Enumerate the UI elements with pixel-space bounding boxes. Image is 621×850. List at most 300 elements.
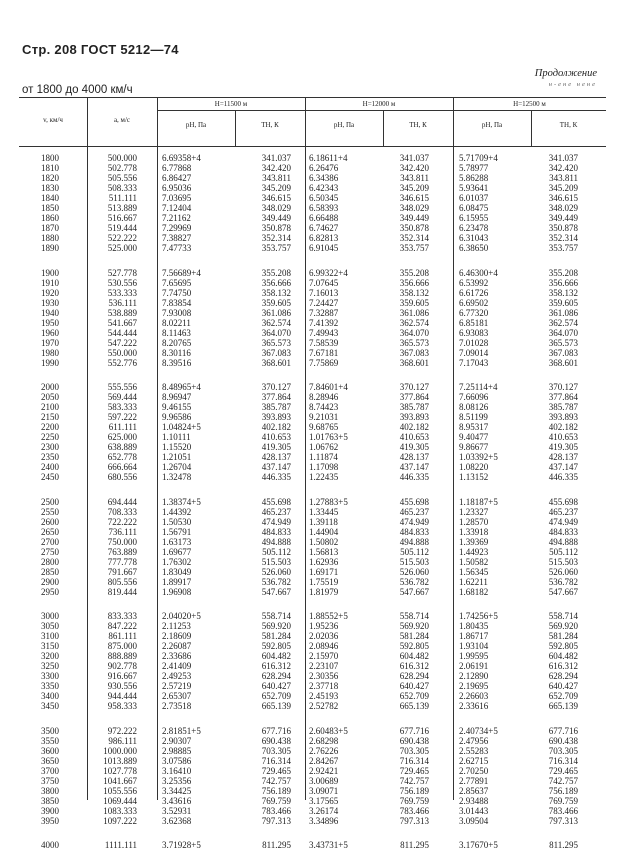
cell-speed-kmh: 2600: [41, 516, 59, 527]
table-row: [19, 422, 606, 432]
table-row: [19, 766, 606, 776]
cell-temp-h11500: 690.438: [261, 735, 291, 746]
table-row: [19, 318, 606, 328]
cell-temp-h12500: 703.305: [548, 745, 578, 756]
cell-sound-speed: 1083.333: [103, 805, 137, 816]
cell-temp-h12000: 437.147: [399, 462, 429, 472]
cell-temp-h12500: 345.209: [548, 183, 578, 193]
cell-speed-kmh: 1910: [41, 277, 59, 288]
table-row: [19, 816, 606, 826]
cell-pressure-h11500: 1.83049: [162, 566, 192, 577]
cell-sound-speed: 736.111: [108, 526, 137, 537]
cell-pressure-h12500: 7.17043: [459, 357, 489, 368]
cell-temp-h12500: 558.714: [548, 611, 578, 621]
cell-temp-h11500: 716.314: [261, 755, 291, 766]
cell-temp-h12000: 341.037: [399, 153, 429, 163]
cell-sound-speed: 986.111: [108, 735, 137, 746]
cell-pressure-h12500: 2.12890: [459, 671, 489, 681]
cell-temp-h12500: 465.237: [548, 506, 578, 517]
table-row: [19, 278, 606, 288]
cell-pressure-h11500: 2.49253: [162, 671, 192, 681]
cell-temp-h12500: 348.029: [548, 203, 578, 213]
cell-pressure-h12000: 1.22435: [309, 472, 339, 482]
cell-temp-h12000: 362.574: [399, 317, 429, 328]
cell-pressure-h12500: 1.28570: [459, 516, 489, 527]
cell-pressure-h12000: 1.06762: [309, 442, 339, 452]
cell-temp-h11500: 652.709: [261, 691, 291, 701]
cell-pressure-h12500: 6.69502: [459, 297, 489, 308]
cell-pressure-h12500: 5.93641: [459, 183, 489, 193]
cell-pressure-h12000: 7.24427: [309, 297, 339, 308]
cell-sound-speed: 708.333: [107, 506, 137, 517]
cell-temp-h12000: 377.864: [399, 392, 429, 402]
cell-pressure-h12000: 2.84267: [309, 755, 339, 766]
cell-speed-kmh: 1980: [41, 347, 59, 358]
cell-pressure-h12500: 1.80435: [459, 621, 489, 631]
cell-temp-h12500: 370.127: [548, 382, 578, 392]
cell-temp-h11500: 783.466: [261, 805, 291, 816]
cell-temp-h12000: 343.811: [400, 173, 429, 183]
cell-sound-speed: 625.000: [107, 432, 137, 442]
cell-temp-h12500: 581.284: [548, 631, 578, 641]
cell-pressure-h11500: 2.73518: [162, 701, 192, 711]
cell-pressure-h12500: 5.71709+4: [459, 153, 498, 163]
table-row: [19, 288, 606, 298]
group-h12000-temp-header: TH, К: [409, 121, 427, 129]
cell-temp-h11500: 385.787: [261, 402, 291, 412]
cell-sound-speed: 958.333: [107, 701, 137, 711]
cell-temp-h11500: 581.284: [261, 631, 291, 641]
cell-pressure-h12000: 2.30356: [309, 671, 339, 681]
cell-pressure-h12000: 6.50345: [309, 193, 339, 203]
cell-temp-h12000: 345.209: [399, 183, 429, 193]
cell-temp-h11500: 352.314: [261, 233, 291, 243]
cell-pressure-h12000: 9.21031: [309, 412, 339, 422]
cell-temp-h12000: 446.335: [399, 472, 429, 482]
cell-temp-h12500: 343.811: [549, 173, 578, 183]
cell-pressure-h11500: 7.65695: [162, 277, 192, 288]
cell-pressure-h12500: 1.74256+5: [459, 611, 498, 621]
cell-pressure-h12500: 1.93104: [459, 641, 489, 651]
cell-pressure-h11500: 2.81851+5: [162, 725, 201, 736]
cell-pressure-h12000: 2.02036: [309, 631, 339, 641]
cell-sound-speed: 916.667: [107, 671, 137, 681]
cell-temp-h12000: 465.237: [399, 506, 429, 517]
cell-pressure-h11500: 1.76302: [162, 556, 192, 567]
cell-pressure-h11500: 1.38374+5: [162, 496, 201, 507]
cell-pressure-h12500: 1.99595: [459, 651, 489, 661]
group-h12000-pressure-header: pH, Па: [333, 121, 355, 129]
cell-pressure-h12000: 1.33445: [309, 506, 339, 517]
table-row: [19, 796, 606, 806]
cell-temp-h12500: 368.601: [548, 357, 578, 368]
cell-temp-h11500: 677.716: [261, 725, 291, 736]
cell-temp-h11500: 361.086: [261, 307, 291, 318]
cell-temp-h11500: 349.449: [261, 213, 291, 223]
cell-sound-speed: 550.000: [107, 347, 137, 358]
cell-sound-speed: 527.778: [107, 267, 137, 278]
cell-temp-h11500: 341.037: [261, 153, 291, 163]
cell-pressure-h12000: 3.43731+5: [309, 840, 348, 850]
cell-speed-kmh: 2750: [41, 546, 59, 557]
cell-pressure-h12500: 2.93488: [459, 795, 489, 806]
cell-pressure-h11500: 1.21051: [162, 452, 192, 462]
table-row: [19, 631, 606, 641]
table-row: [19, 537, 606, 547]
cell-speed-kmh: 2450: [41, 472, 59, 482]
cell-sound-speed: 502.778: [107, 163, 137, 173]
table-row: [19, 736, 606, 746]
table-row: [19, 840, 606, 850]
cell-temp-h12000: 703.305: [399, 745, 429, 756]
cell-pressure-h11500: 8.96947: [162, 392, 192, 402]
cell-pressure-h12000: 2.08946: [309, 641, 339, 651]
table-row: [19, 308, 606, 318]
group-h12500-pressure-header: pH, Па: [481, 121, 503, 129]
cell-temp-h12000: 677.716: [399, 725, 429, 736]
cell-pressure-h12500: 1.08220: [459, 462, 489, 472]
cell-pressure-h12000: 1.69171: [309, 566, 339, 577]
cell-speed-kmh: 2850: [41, 566, 59, 577]
cell-pressure-h12000: 6.42343: [309, 183, 339, 193]
table-row: [19, 547, 606, 557]
cell-temp-h11500: 455.698: [261, 496, 291, 507]
cell-sound-speed: 511.111: [108, 193, 137, 203]
cell-speed-kmh: 3700: [41, 765, 59, 776]
cell-sound-speed: 819.444: [107, 586, 137, 597]
cell-pressure-h12000: 2.68298: [309, 735, 339, 746]
cell-temp-h11500: 353.757: [261, 243, 291, 253]
cell-temp-h12500: 592.805: [548, 641, 578, 651]
cell-temp-h12000: 342.420: [399, 163, 429, 173]
cell-temp-h12500: 515.503: [548, 556, 578, 567]
cell-temp-h12000: 385.787: [399, 402, 429, 412]
table-row: [19, 756, 606, 766]
cell-pressure-h12000: 2.52782: [309, 701, 339, 711]
cell-temp-h12500: 356.666: [548, 277, 578, 288]
cell-speed-kmh: 2950: [41, 586, 59, 597]
cell-temp-h12500: 364.070: [548, 327, 578, 338]
cell-sound-speed: 536.111: [108, 297, 137, 308]
table-row: [19, 358, 606, 368]
cell-temp-h11500: 393.893: [261, 412, 291, 422]
cell-pressure-h11500: 2.65307: [162, 691, 192, 701]
cell-temp-h11500: 342.420: [261, 163, 291, 173]
cell-pressure-h11500: 6.69358+4: [162, 153, 201, 163]
cell-pressure-h11500: 7.56689+4: [162, 267, 201, 278]
cell-speed-kmh: 2100: [41, 402, 59, 412]
cell-pressure-h12500: 2.26603: [459, 691, 489, 701]
cell-temp-h12000: 756.189: [399, 785, 429, 796]
table-row: [19, 392, 606, 402]
continuation-sublabel: н-ене нене: [548, 81, 597, 88]
cell-pressure-h11500: 2.90307: [162, 735, 192, 746]
cell-pressure-h12000: 6.26476: [309, 163, 339, 173]
cell-pressure-h12000: 2.23107: [309, 661, 339, 671]
cell-temp-h12500: 341.037: [548, 153, 578, 163]
cell-sound-speed: 1013.889: [103, 755, 137, 766]
cell-speed-kmh: 3850: [41, 795, 59, 806]
cell-temp-h12500: 690.438: [548, 735, 578, 746]
cell-pressure-h12500: 1.50582: [459, 556, 489, 567]
cell-temp-h12000: 474.949: [399, 516, 429, 527]
cell-speed-kmh: 3200: [41, 651, 59, 661]
cell-sound-speed: 555.556: [107, 382, 137, 392]
cell-temp-h12500: 536.782: [548, 576, 578, 587]
cell-pressure-h11500: 8.48965+4: [162, 382, 201, 392]
table-row: [19, 681, 606, 691]
cell-sound-speed: 522.222: [107, 233, 137, 243]
cell-pressure-h11500: 7.93008: [162, 307, 192, 318]
cell-temp-h11500: 729.465: [261, 765, 291, 776]
cell-pressure-h11500: 1.44392: [162, 506, 192, 517]
cell-pressure-h12500: 6.61726: [459, 287, 489, 298]
cell-pressure-h12500: 1.23327: [459, 506, 489, 517]
cell-temp-h11500: 797.313: [261, 815, 291, 826]
cell-temp-h11500: 346.615: [261, 193, 291, 203]
cell-pressure-h12000: 3.00689: [309, 775, 339, 786]
cell-temp-h12500: 640.427: [548, 681, 578, 691]
cell-temp-h12500: 359.605: [548, 297, 578, 308]
cell-temp-h12000: 348.029: [399, 203, 429, 213]
cell-temp-h12500: 361.086: [548, 307, 578, 318]
cell-pressure-h12000: 1.39118: [309, 516, 338, 527]
cell-pressure-h12000: 2.45193: [309, 691, 339, 701]
cell-pressure-h11500: 8.20765: [162, 337, 192, 348]
cell-pressure-h12500: 6.85181: [459, 317, 489, 328]
col-sound-speed-header: a, м/с: [113, 116, 131, 124]
cell-pressure-h11500: 1.50530: [162, 516, 192, 527]
cell-pressure-h11500: 1.15520: [162, 442, 192, 452]
cell-temp-h12000: 515.503: [399, 556, 429, 567]
cell-temp-h12500: 350.878: [548, 223, 578, 233]
cell-pressure-h12000: 6.74627: [309, 223, 339, 233]
cell-temp-h12500: 352.314: [548, 233, 578, 243]
cell-temp-h11500: 558.714: [261, 611, 291, 621]
cell-temp-h12000: 769.759: [399, 795, 429, 806]
cell-temp-h12500: 358.132: [548, 287, 578, 298]
cell-temp-h12000: 547.667: [399, 586, 429, 597]
cell-temp-h11500: 343.811: [262, 173, 291, 183]
cell-temp-h12000: 592.805: [399, 641, 429, 651]
cell-speed-kmh: 3000: [41, 611, 59, 621]
cell-temp-h11500: 515.503: [261, 556, 291, 567]
cell-temp-h12500: 349.449: [548, 213, 578, 223]
cell-temp-h12000: 393.893: [399, 412, 429, 422]
cell-speed-kmh: 1960: [41, 327, 59, 338]
cell-sound-speed: 611.111: [108, 422, 137, 432]
cell-sound-speed: 638.889: [107, 442, 137, 452]
cell-sound-speed: 1000.000: [103, 745, 137, 756]
cell-temp-h11500: 358.132: [261, 287, 291, 298]
cell-pressure-h11500: 1.26704: [162, 462, 192, 472]
cell-pressure-h12000: 1.81979: [309, 586, 339, 597]
table-row: [19, 442, 606, 452]
table-header: [19, 97, 606, 147]
table-row: [19, 402, 606, 412]
cell-pressure-h11500: 8.02211: [162, 317, 191, 328]
cell-temp-h11500: 474.949: [261, 516, 291, 527]
cell-sound-speed: 505.556: [107, 173, 137, 183]
cell-speed-kmh: 3050: [41, 621, 59, 631]
cell-temp-h11500: 505.112: [262, 546, 291, 557]
cell-temp-h12000: 665.139: [399, 701, 429, 711]
group-h11500-pressure-header: pH, Па: [185, 121, 207, 129]
cell-temp-h12000: 690.438: [399, 735, 429, 746]
table-row: [19, 163, 606, 173]
cell-temp-h12000: 346.615: [399, 193, 429, 203]
cell-temp-h12500: 446.335: [548, 472, 578, 482]
table-row: [19, 651, 606, 661]
cell-speed-kmh: 1830: [41, 183, 59, 193]
table-row: [19, 746, 606, 756]
cell-temp-h12500: 628.294: [548, 671, 578, 681]
cell-sound-speed: 1027.778: [103, 765, 137, 776]
cell-sound-speed: 508.333: [107, 183, 137, 193]
cell-pressure-h12000: 3.34896: [309, 815, 339, 826]
table-row: [19, 243, 606, 253]
cell-pressure-h12000: 3.17565: [309, 795, 339, 806]
cell-speed-kmh: 2300: [41, 442, 59, 452]
cell-pressure-h11500: 8.39516: [162, 357, 192, 368]
cell-pressure-h11500: 2.26087: [162, 641, 192, 651]
table-row: [19, 786, 606, 796]
cell-temp-h12500: 402.182: [548, 422, 578, 432]
cell-pressure-h12000: 1.95236: [309, 621, 339, 631]
group-h12500-temp-header: TH, К: [559, 121, 578, 129]
cell-pressure-h12000: 1.50802: [309, 536, 339, 547]
cell-speed-kmh: 3250: [41, 661, 59, 671]
cell-temp-h12500: 385.787: [548, 402, 578, 412]
cell-sound-speed: 1055.556: [103, 785, 137, 796]
cell-temp-h12500: 797.313: [548, 815, 578, 826]
cell-temp-h12500: 342.420: [548, 163, 578, 173]
cell-speed-kmh: 3600: [41, 745, 59, 756]
table-row: [19, 412, 606, 422]
cell-pressure-h12000: 7.41392: [309, 317, 339, 328]
cell-sound-speed: 513.889: [107, 203, 137, 213]
cell-pressure-h12500: 6.01037: [459, 193, 489, 203]
cell-pressure-h12000: 6.58393: [309, 203, 339, 213]
cell-temp-h11500: 769.759: [261, 795, 291, 806]
cell-speed-kmh: 3900: [41, 805, 59, 816]
cell-temp-h11500: 350.878: [261, 223, 291, 233]
cell-speed-kmh: 2200: [41, 422, 59, 432]
cell-pressure-h12500: 2.06191: [459, 661, 489, 671]
cell-sound-speed: 652.778: [107, 452, 137, 462]
cell-temp-h11500: 592.805: [261, 641, 291, 651]
cell-temp-h11500: 547.667: [261, 586, 291, 597]
cell-temp-h12500: 410.653: [548, 432, 578, 442]
cell-speed-kmh: 1950: [41, 317, 59, 328]
table-row: [19, 497, 606, 507]
cell-sound-speed: 583.333: [107, 402, 137, 412]
cell-temp-h12500: 716.314: [548, 755, 578, 766]
cell-pressure-h12500: 3.09504: [459, 815, 489, 826]
cell-pressure-h11500: 6.86427: [162, 173, 192, 183]
cell-sound-speed: 500.000: [107, 153, 137, 163]
cell-temp-h12500: 393.893: [548, 412, 578, 422]
cell-pressure-h12500: 2.19695: [459, 681, 489, 691]
cell-pressure-h11500: 3.34425: [162, 785, 192, 796]
cell-pressure-h12500: 1.18187+5: [459, 496, 498, 507]
cell-speed-kmh: 3400: [41, 691, 59, 701]
table-row: [19, 577, 606, 587]
cell-sound-speed: 833.333: [107, 611, 137, 621]
cell-temp-h11500: 616.312: [261, 661, 291, 671]
cell-sound-speed: 544.444: [107, 327, 137, 338]
cell-pressure-h11500: 1.10111: [162, 432, 191, 442]
cell-temp-h12000: 558.714: [399, 611, 429, 621]
cell-temp-h12500: 652.709: [548, 691, 578, 701]
cell-sound-speed: 1111.111: [104, 840, 137, 850]
cell-sound-speed: 597.222: [107, 412, 137, 422]
cell-speed-kmh: 3950: [41, 815, 59, 826]
cell-speed-kmh: 1940: [41, 307, 59, 318]
cell-temp-h12000: 352.314: [399, 233, 429, 243]
cell-pressure-h12500: 1.62211: [459, 576, 488, 587]
cell-speed-kmh: 1970: [41, 337, 59, 348]
cell-temp-h11500: 465.237: [261, 506, 291, 517]
cell-temp-h12500: 616.312: [548, 661, 578, 671]
cell-pressure-h12500: 7.01028: [459, 337, 489, 348]
cell-pressure-h12000: 6.18611+4: [309, 153, 348, 163]
cell-pressure-h12500: 6.08475: [459, 203, 489, 213]
cell-speed-kmh: 3800: [41, 785, 59, 796]
cell-temp-h12500: 419.305: [548, 442, 578, 452]
cell-sound-speed: 847.222: [107, 621, 137, 631]
table-row: [19, 432, 606, 442]
cell-pressure-h11500: 7.47733: [162, 243, 192, 253]
table-row: [19, 203, 606, 213]
cell-sound-speed: 541.667: [107, 317, 137, 328]
cell-pressure-h12000: 6.99322+4: [309, 267, 348, 278]
cell-temp-h11500: 402.182: [261, 422, 291, 432]
cell-temp-h11500: 428.137: [261, 452, 291, 462]
cell-sound-speed: 533.333: [107, 287, 137, 298]
cell-pressure-h11500: 3.43616: [162, 795, 192, 806]
cell-temp-h12000: 350.878: [399, 223, 429, 233]
cell-pressure-h11500: 7.29969: [162, 223, 192, 233]
cell-temp-h12500: 604.482: [548, 651, 578, 661]
cell-temp-h12000: 353.757: [399, 243, 429, 253]
cell-temp-h12500: 569.920: [548, 621, 578, 631]
group-h12000-title: H=12000 м: [305, 98, 453, 111]
cell-speed-kmh: 2000: [41, 382, 59, 392]
cell-pressure-h12500: 7.25114+4: [459, 382, 498, 392]
cell-temp-h12000: 358.132: [399, 287, 429, 298]
cell-sound-speed: 930.556: [107, 681, 137, 691]
cell-temp-h11500: 604.482: [261, 651, 291, 661]
cell-sound-speed: 888.889: [107, 651, 137, 661]
table-row: [19, 557, 606, 567]
cell-temp-h12000: 368.601: [399, 357, 429, 368]
cell-speed-kmh: 2350: [41, 452, 59, 462]
cell-temp-h12000: 365.573: [399, 337, 429, 348]
cell-sound-speed: 1097.222: [103, 815, 137, 826]
cell-temp-h12500: 811.295: [549, 840, 578, 850]
cell-speed-kmh: 2900: [41, 576, 59, 587]
cell-pressure-h11500: 1.56791: [162, 526, 192, 537]
cell-pressure-h12000: 1.62936: [309, 556, 339, 567]
cell-speed-kmh: 2050: [41, 392, 59, 402]
cell-temp-h12500: 665.139: [548, 701, 578, 711]
cell-pressure-h12000: 7.84601+4: [309, 382, 348, 392]
table-row: [19, 338, 606, 348]
cell-temp-h12500: 355.208: [548, 267, 578, 278]
cell-pressure-h12000: 7.49943: [309, 327, 339, 338]
cell-pressure-h11500: 7.74750: [162, 287, 192, 298]
